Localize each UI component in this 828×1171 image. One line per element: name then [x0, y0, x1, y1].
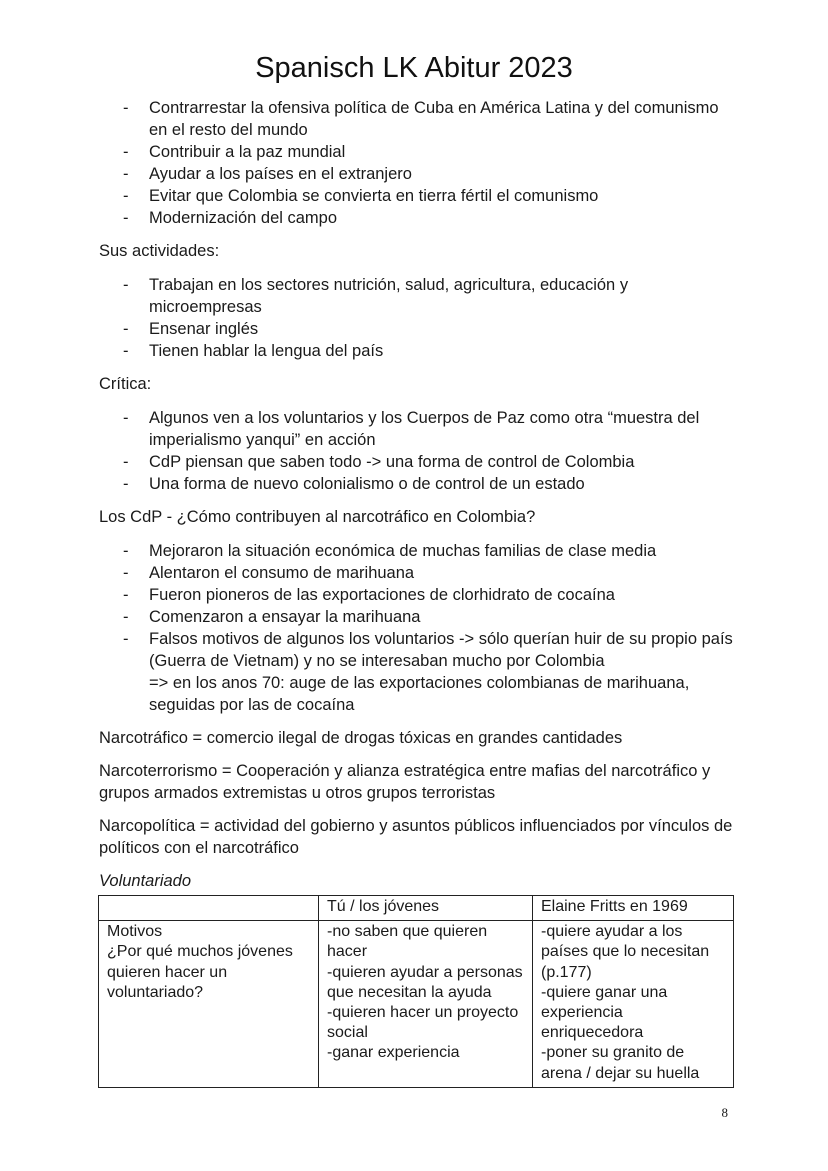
list-item: - Ayudar a los países en el extranjero — [99, 163, 739, 185]
cell-line: -no saben que quieren hacer — [327, 923, 488, 961]
objectives-list — [99, 97, 739, 229]
table-cell-motivos — [99, 921, 319, 1088]
definition-narcopolitica: Narcopolítica = actividad del gobierno y asuntos públicos influenciados por vínculos de políticos con el narcotráfico — [99, 817, 733, 857]
list-item-consequence: => en los anos 70: auge de las exportaciones colombianas de marihuana, seguidas por las de cocaína — [149, 674, 690, 714]
cell-line: -ganar experiencia — [327, 1044, 460, 1062]
section-heading-activities: Sus actividades: — [99, 242, 220, 260]
table-cell-jovenes — [319, 921, 533, 1088]
list-item: - Contribuir a la paz mundial — [99, 141, 739, 163]
critique-list — [99, 407, 739, 495]
section-heading-critique: Crítica: — [99, 375, 152, 393]
list-item: - Tienen hablar la lengua del país — [99, 340, 739, 362]
list-item: - Alentaron el consumo de marihuana — [99, 562, 739, 584]
list-item: - Algunos ven a los voluntarios y los Cuerpos de Paz como otra “muestra del imperialismo yanqui” en acción — [99, 407, 739, 451]
table-header-cell: Elaine Fritts en 1969 — [533, 896, 734, 921]
voluntariado-table — [98, 895, 734, 1088]
cell-line: -quieren ayudar a personas que necesitan la ayuda — [327, 963, 523, 1001]
list-item: - CdP piensan que saben todo -> una forma de control de Colombia — [99, 451, 739, 473]
document-body — [99, 97, 739, 892]
definition-narcoterrorismo: Narcoterrorismo = Cooperación y alianza estratégica entre mafias del narcotráfico y grupos armados extremistas u otros grupos terroristas — [99, 762, 711, 802]
table-header-cell: Tú / los jóvenes — [319, 896, 533, 921]
table-row — [99, 921, 734, 1088]
section-heading-narco-question: Los CdP - ¿Cómo contribuyen al narcotráfico en Colombia? — [99, 508, 536, 526]
table-cell-elaine-fritts — [533, 921, 734, 1088]
definition-narcotrafico: Narcotráfico = comercio ilegal de drogas tóxicas en grandes cantidades — [99, 729, 623, 747]
cell-line: -quiere ayudar a los países que lo necesitan (p.177) — [541, 923, 710, 981]
list-item: - Ensenar inglés — [99, 318, 739, 340]
list-item: - Trabajan en los sectores nutrición, salud, agricultura, educación y microempresas — [99, 274, 739, 318]
cell-line: -quieren hacer un proyecto social — [327, 1004, 519, 1042]
list-item: - Una forma de nuevo colonialismo o de control de un estado — [99, 473, 739, 495]
list-item — [99, 628, 739, 716]
activities-list — [99, 274, 739, 362]
list-item: - Comenzaron a ensayar la marihuana — [99, 606, 739, 628]
cell-line: Motivos — [107, 923, 163, 941]
section-heading-voluntariado: Voluntariado — [99, 872, 192, 890]
list-item: - Modernización del campo — [99, 207, 739, 229]
table-header-cell — [99, 896, 319, 921]
page-title: Spanisch LK Abitur 2023 — [255, 52, 573, 84]
list-item: - Mejoraron la situación económica de muchas familias de clase media — [99, 540, 739, 562]
cell-line: -poner su granito de arena / dejar su huella — [541, 1044, 700, 1082]
list-item-text: Falsos motivos de algunos los voluntarios -> sólo querían huir de su propio país (Guerra de Vietnam) y no se interesaban mucho por Colombia — [149, 630, 733, 670]
narco-contribution-list — [99, 540, 739, 716]
list-item: - Fueron pioneros de las exportaciones de clorhidrato de cocaína — [99, 584, 739, 606]
cell-line: -quiere ganar una experiencia enriquecedora — [541, 983, 668, 1042]
list-item: - Evitar que Colombia se convierta en tierra fértil el comunismo — [99, 185, 739, 207]
cell-line: ¿Por qué muchos jóvenes quieren hacer un voluntariado? — [107, 943, 293, 1001]
table-header-row — [99, 896, 734, 921]
page-number: 8 — [721, 1105, 728, 1120]
list-item: - Contrarrestar la ofensiva política de Cuba en América Latina y del comunismo en el resto del mundo — [99, 97, 739, 141]
